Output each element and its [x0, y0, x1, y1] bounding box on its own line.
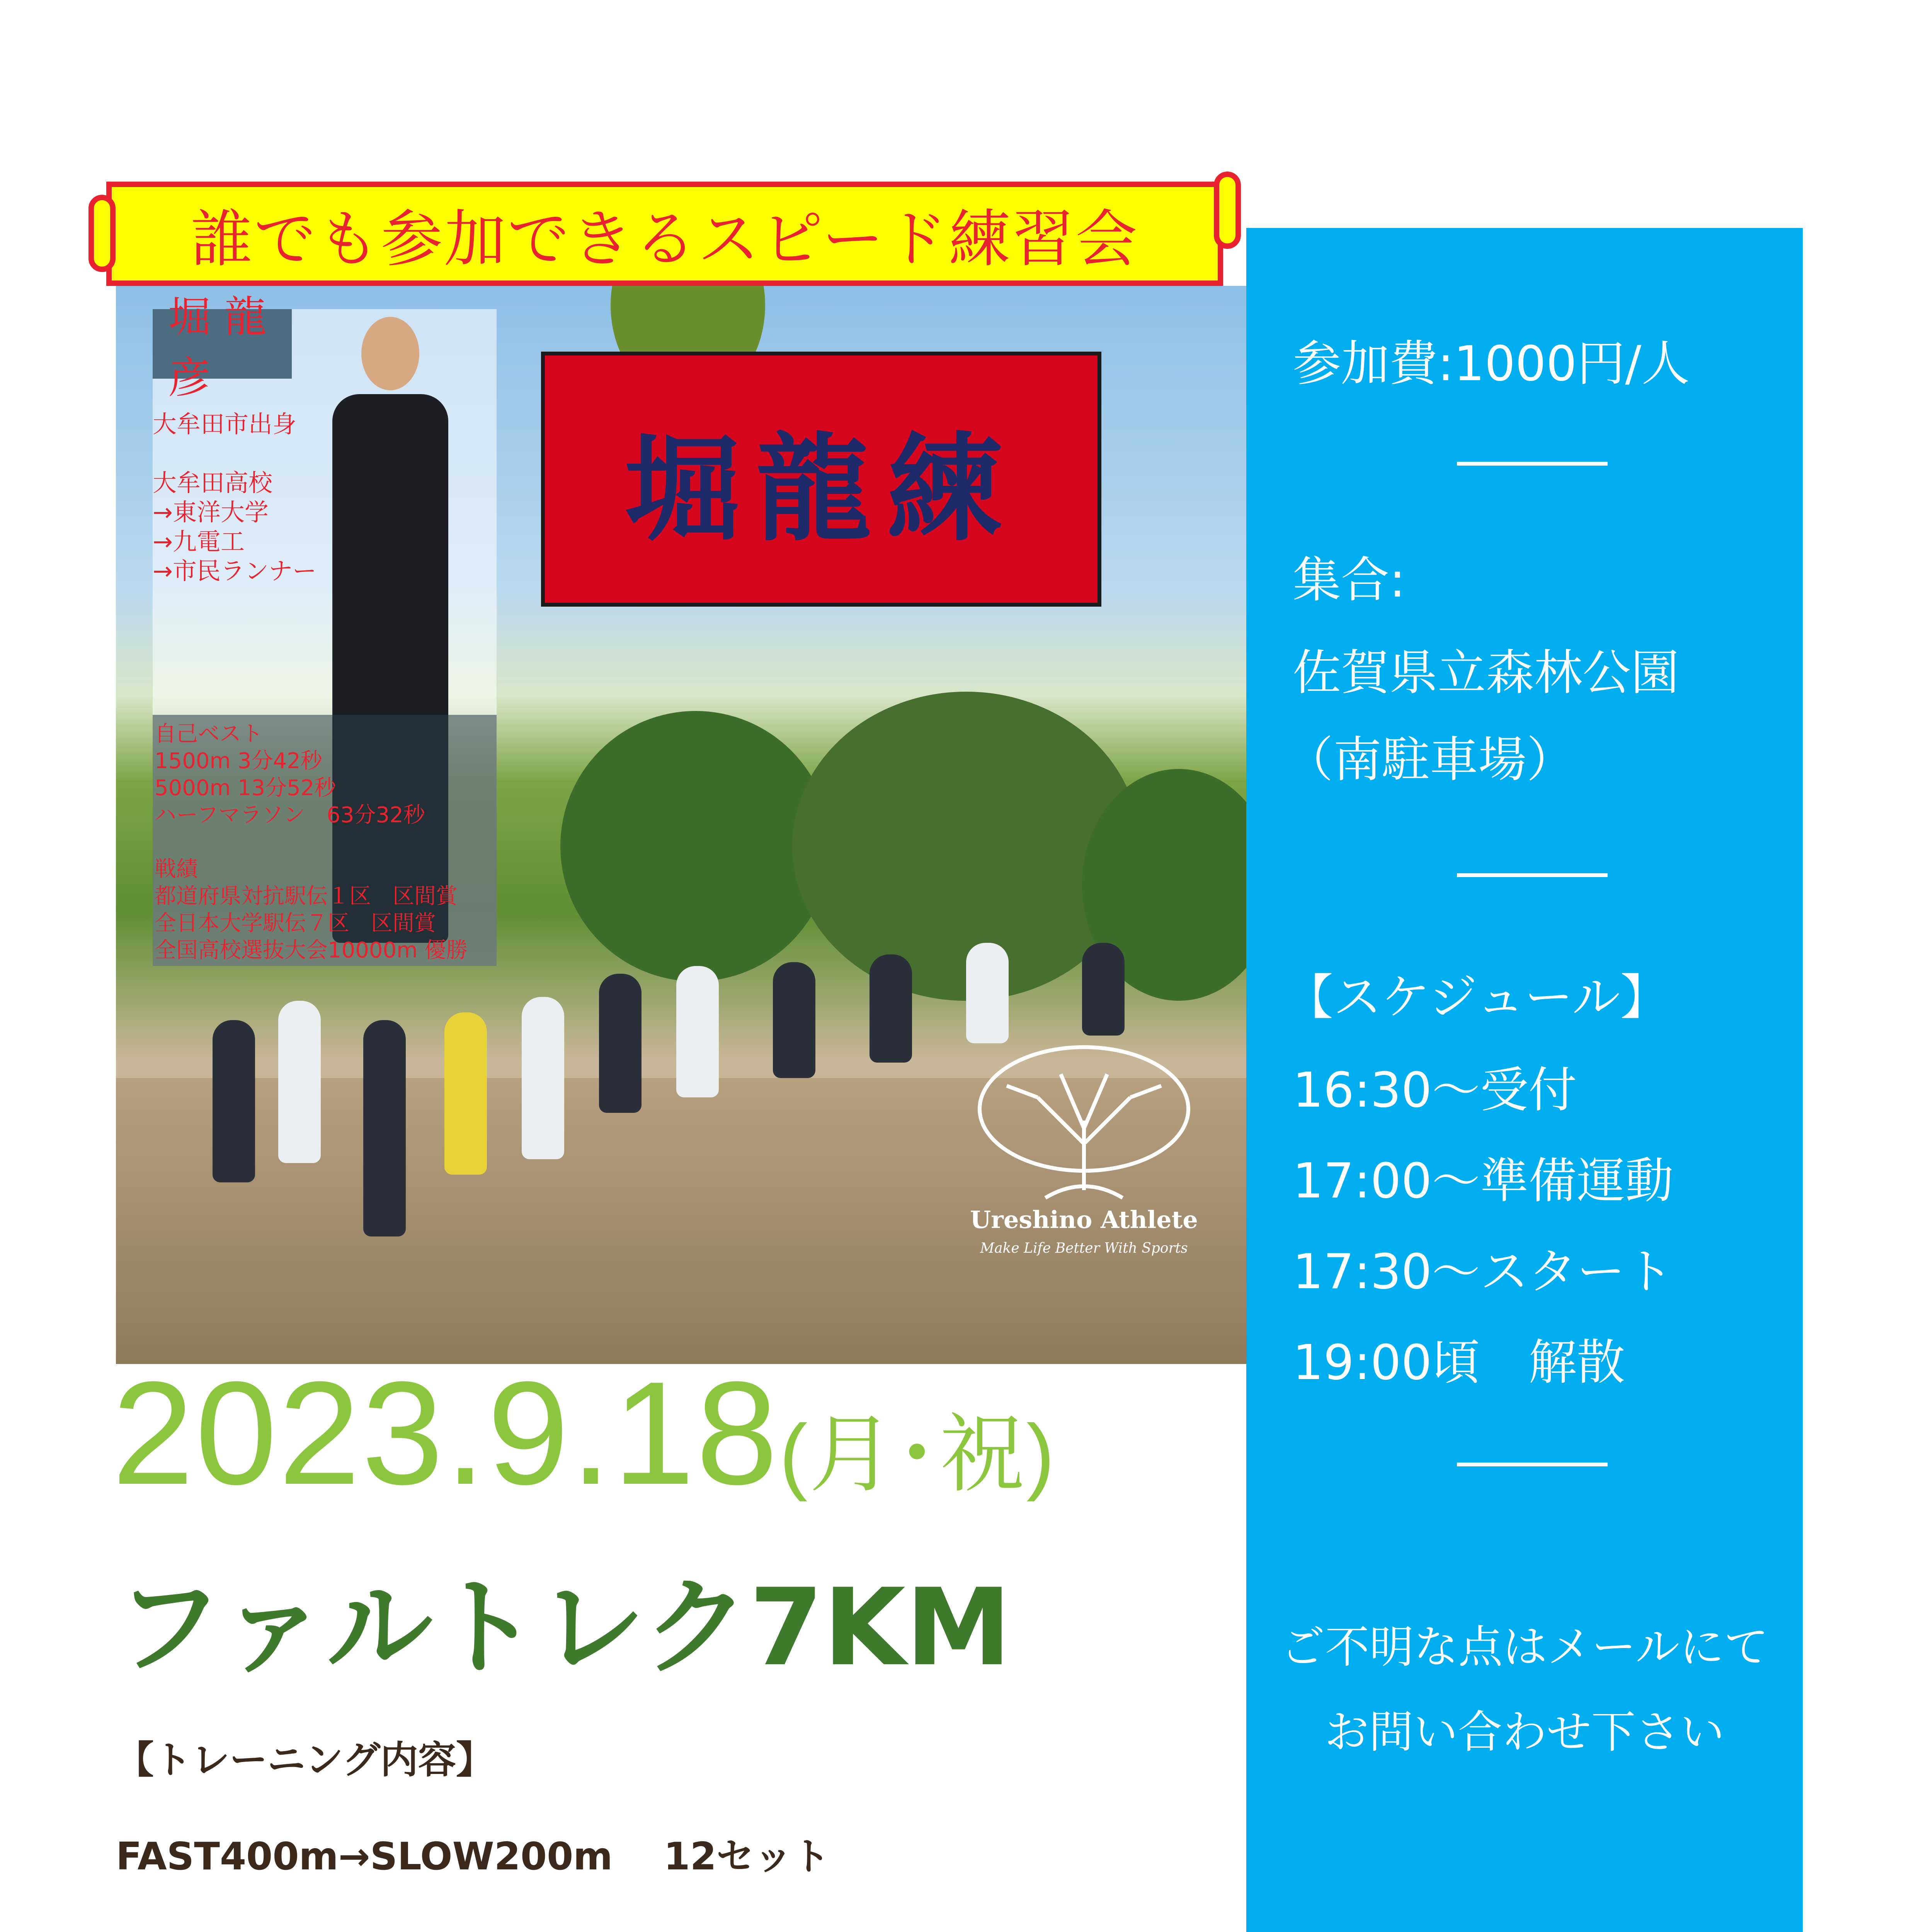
- schedule-title: 【スケジュール】: [1285, 969, 1669, 1026]
- meeting-label: 集合:: [1293, 552, 1406, 608]
- athlete-bio: 大牟田市出身 大牟田高校 →東洋大学 →九電工 →市民ランナー: [153, 410, 316, 585]
- runner: [1082, 943, 1125, 1036]
- runner: [444, 1012, 487, 1175]
- athlete-records: 自己ベスト 1500m 3分42秒 5000m 13分52秒 ハーフマラソン 63分32秒 戦績 都道府県対抗駅伝１区 区間賞 全日本大学駅伝７区 区間賞 全国高校選抜大会10000m 優勝: [155, 721, 468, 963]
- scroll-curl-left: [88, 195, 116, 272]
- divider: [1457, 462, 1608, 466]
- runner: [773, 962, 815, 1078]
- event-date-suffix: (月･祝): [779, 1407, 1057, 1502]
- fee-text: 参加費:1000円/人: [1293, 336, 1690, 392]
- athlete-name: 堀 龍彦: [153, 309, 292, 379]
- content-detail: FAST400m→SLOW200m 12セット: [116, 1835, 830, 1879]
- schedule-item: 16:30～受付: [1293, 1062, 1577, 1118]
- event-banner: [106, 182, 1223, 286]
- runner: [870, 954, 912, 1063]
- schedule-item: 17:30～スタート: [1293, 1244, 1674, 1300]
- meeting-detail: （南駐車場）: [1285, 732, 1575, 788]
- meeting-place: 佐賀県立森林公園: [1293, 645, 1679, 701]
- runner: [599, 974, 642, 1113]
- divider: [1457, 873, 1608, 877]
- runner: [213, 1020, 255, 1182]
- event-title-panel: [541, 352, 1101, 607]
- purpose-title: [116, 1928, 532, 1932]
- runner: [522, 997, 564, 1159]
- content-title: 【トレーニング内容】: [116, 1738, 494, 1782]
- banner-text: 誰でも参加できるスピード練習会: [191, 203, 1139, 275]
- runner: [966, 943, 1009, 1043]
- logo-name: Ureshino Athlete: [970, 1206, 1198, 1234]
- runner: [363, 1020, 406, 1236]
- event-title: 堀龍練: [624, 420, 1018, 557]
- runner: [676, 966, 719, 1097]
- hero-photo: [116, 286, 1248, 1364]
- logo-tagline: Make Life Better With Sports: [980, 1240, 1188, 1256]
- contact-line-2: お問い合わせ下さい: [1324, 1706, 1725, 1758]
- info-sidebar: [1246, 228, 1803, 1932]
- schedule-item: 19:00頃 解散: [1293, 1335, 1625, 1391]
- event-date: [112, 1349, 1056, 1517]
- event-headline: ファルトレク7KM: [116, 1566, 1012, 1689]
- contact-line-1: ご不明な点はメールにて: [1280, 1621, 1769, 1673]
- divider: [1457, 1463, 1608, 1466]
- tree: [560, 711, 831, 981]
- scroll-curl-right: [1214, 172, 1241, 249]
- tree-icon: [960, 1043, 1208, 1206]
- event-date-main: 2023.9.18: [112, 1351, 779, 1515]
- schedule-item: 17:00～準備運動: [1293, 1153, 1674, 1209]
- ureshino-athlete-logo: [960, 1043, 1208, 1291]
- runner: [278, 1001, 321, 1163]
